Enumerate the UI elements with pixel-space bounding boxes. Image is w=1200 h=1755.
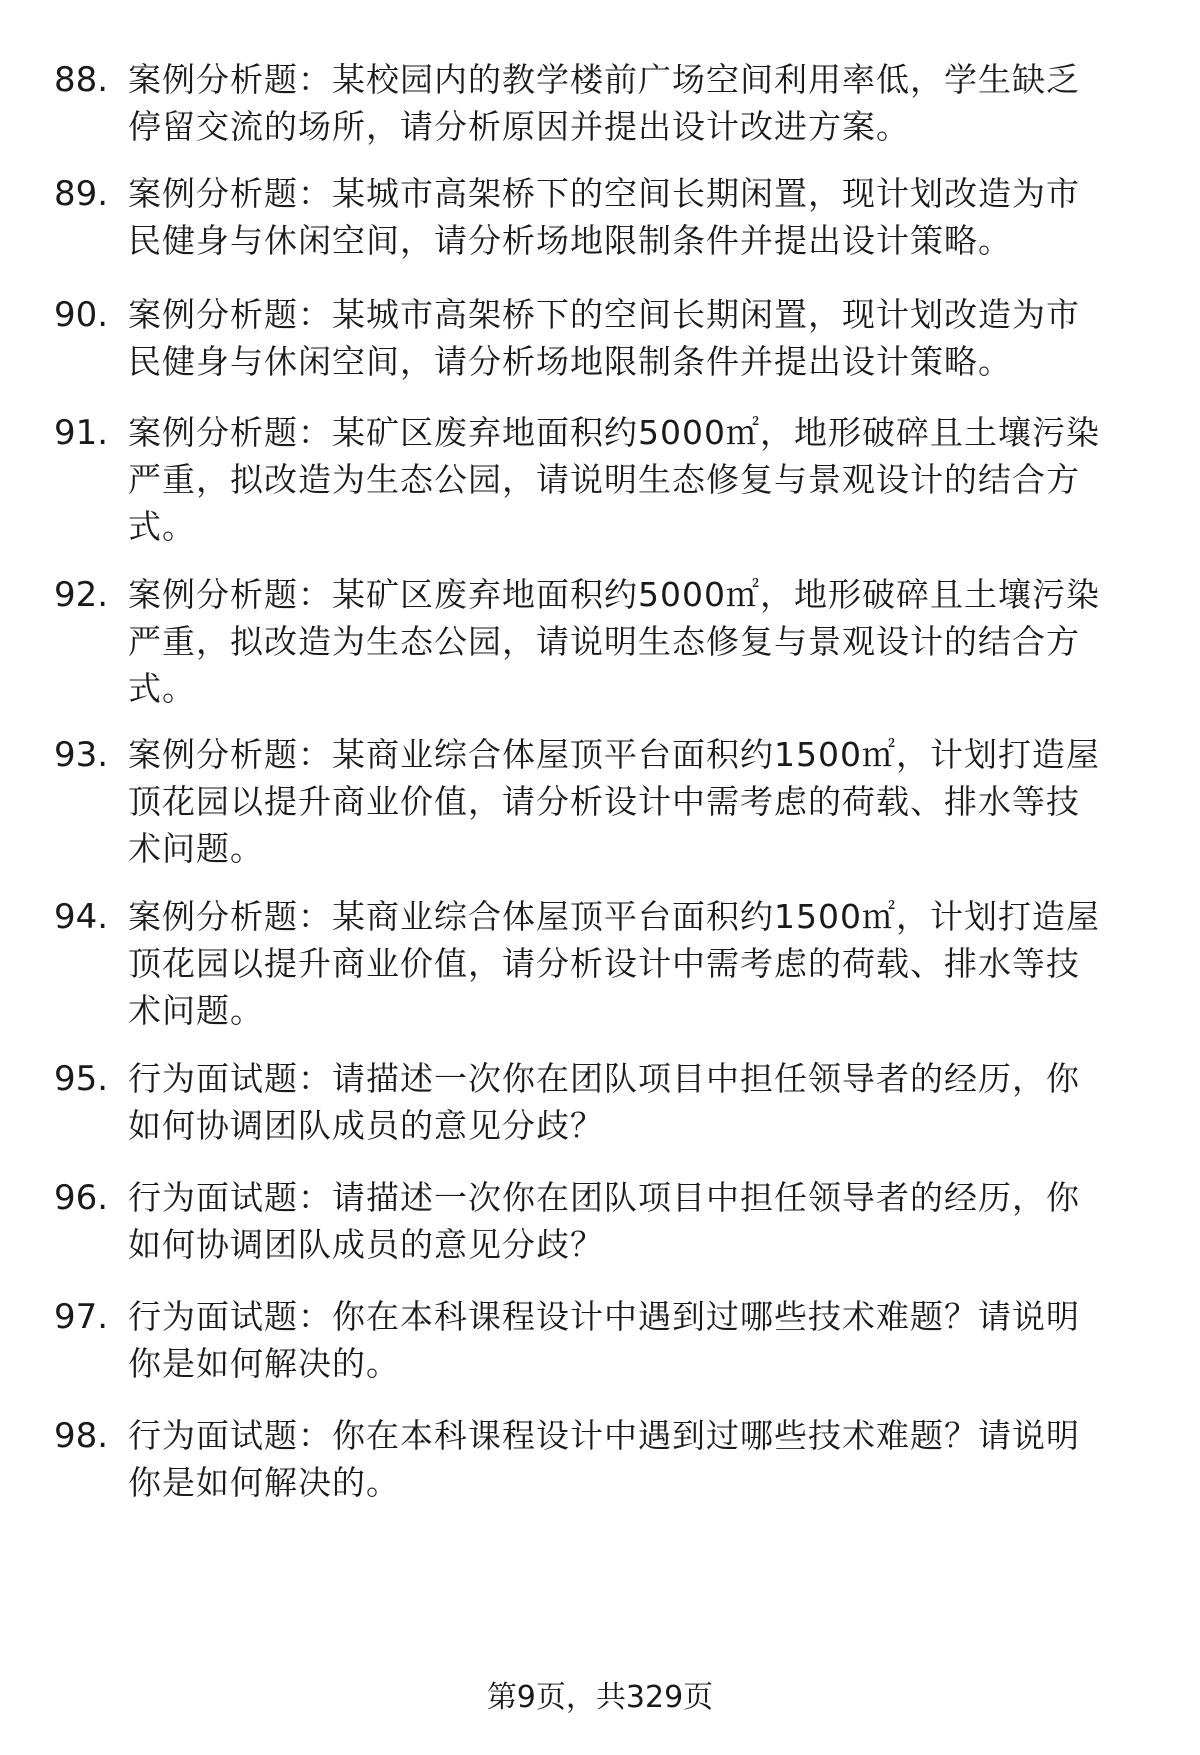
question-number: 92.: [54, 575, 109, 615]
question-line: 案例分析题：某商业综合体屋顶平台面积约1500㎡，计划打造屋: [128, 897, 1100, 936]
page-footer: 第9页，共329页: [486, 1680, 714, 1715]
question-line: 顶花园以提升商业价值，请分析设计中需考虑的荷载、排水等技: [128, 782, 1080, 821]
question-number: 93.: [54, 735, 109, 775]
question-line: 案例分析题：某城市高架桥下的空间长期闲置，现计划改造为市: [128, 174, 1080, 213]
question-line: 案例分析题：某矿区废弃地面积约5000㎡，地形破碎且土壤污染: [128, 575, 1100, 614]
question-text: [128, 56, 1200, 150]
question-text: [128, 731, 1200, 872]
question-number: 94.: [54, 897, 109, 937]
question-line: 案例分析题：某城市高架桥下的空间长期闲置，现计划改造为市: [128, 295, 1080, 334]
question-line: 你是如何解决的。: [128, 1463, 400, 1502]
question-line: 行为面试题：你在本科课程设计中遇到过哪些技术难题？请说明: [128, 1416, 1080, 1455]
question-number: 98.: [54, 1416, 109, 1456]
question-text: [128, 409, 1200, 550]
question-number: 89.: [54, 174, 109, 214]
question-line: 行为面试题：你在本科课程设计中遇到过哪些技术难题？请说明: [128, 1297, 1080, 1336]
question-line: 案例分析题：某商业综合体屋顶平台面积约1500㎡，计划打造屋: [128, 735, 1100, 774]
question-line: 如何协调团队成员的意见分歧？: [128, 1225, 604, 1264]
question-line: 如何协调团队成员的意见分歧？: [128, 1106, 604, 1145]
question-text: [128, 1412, 1200, 1506]
question-text: [128, 571, 1200, 712]
question-text: [128, 1293, 1200, 1387]
question-line: 式。: [128, 669, 196, 708]
question-line: 行为面试题：请描述一次你在团队项目中担任领导者的经历，你: [128, 1059, 1080, 1098]
question-line: 停留交流的场所，请分析原因并提出设计改进方案。: [128, 107, 910, 146]
question-line: 民健身与休闲空间，请分析场地限制条件并提出设计策略。: [128, 221, 1012, 260]
question-line: 民健身与休闲空间，请分析场地限制条件并提出设计策略。: [128, 342, 1012, 381]
question-text: [128, 291, 1200, 385]
question-line: 严重，拟改造为生态公园，请说明生态修复与景观设计的结合方: [128, 460, 1080, 499]
question-line: 案例分析题：某矿区废弃地面积约5000㎡，地形破碎且土壤污染: [128, 413, 1100, 452]
question-number: 95.: [54, 1059, 109, 1099]
question-line: 式。: [128, 507, 196, 546]
question-number: 90.: [54, 295, 109, 335]
question-number: 91.: [54, 413, 109, 453]
question-line: 术问题。: [128, 829, 264, 868]
question-line: 顶花园以提升商业价值，请分析设计中需考虑的荷载、排水等技: [128, 944, 1080, 983]
question-line: 案例分析题：某校园内的教学楼前广场空间利用率低，学生缺乏: [128, 60, 1080, 99]
question-text: [128, 170, 1200, 264]
question-line: 行为面试题：请描述一次你在团队项目中担任领导者的经历，你: [128, 1178, 1080, 1217]
question-line: 术问题。: [128, 991, 264, 1030]
question-text: [128, 1055, 1200, 1149]
question-number: 88.: [54, 60, 109, 100]
question-line: 你是如何解决的。: [128, 1344, 400, 1383]
question-text: [128, 1174, 1200, 1268]
question-number: 97.: [54, 1297, 109, 1337]
question-line: 严重，拟改造为生态公园，请说明生态修复与景观设计的结合方: [128, 622, 1080, 661]
question-number: 96.: [54, 1178, 109, 1218]
question-text: [128, 893, 1200, 1034]
